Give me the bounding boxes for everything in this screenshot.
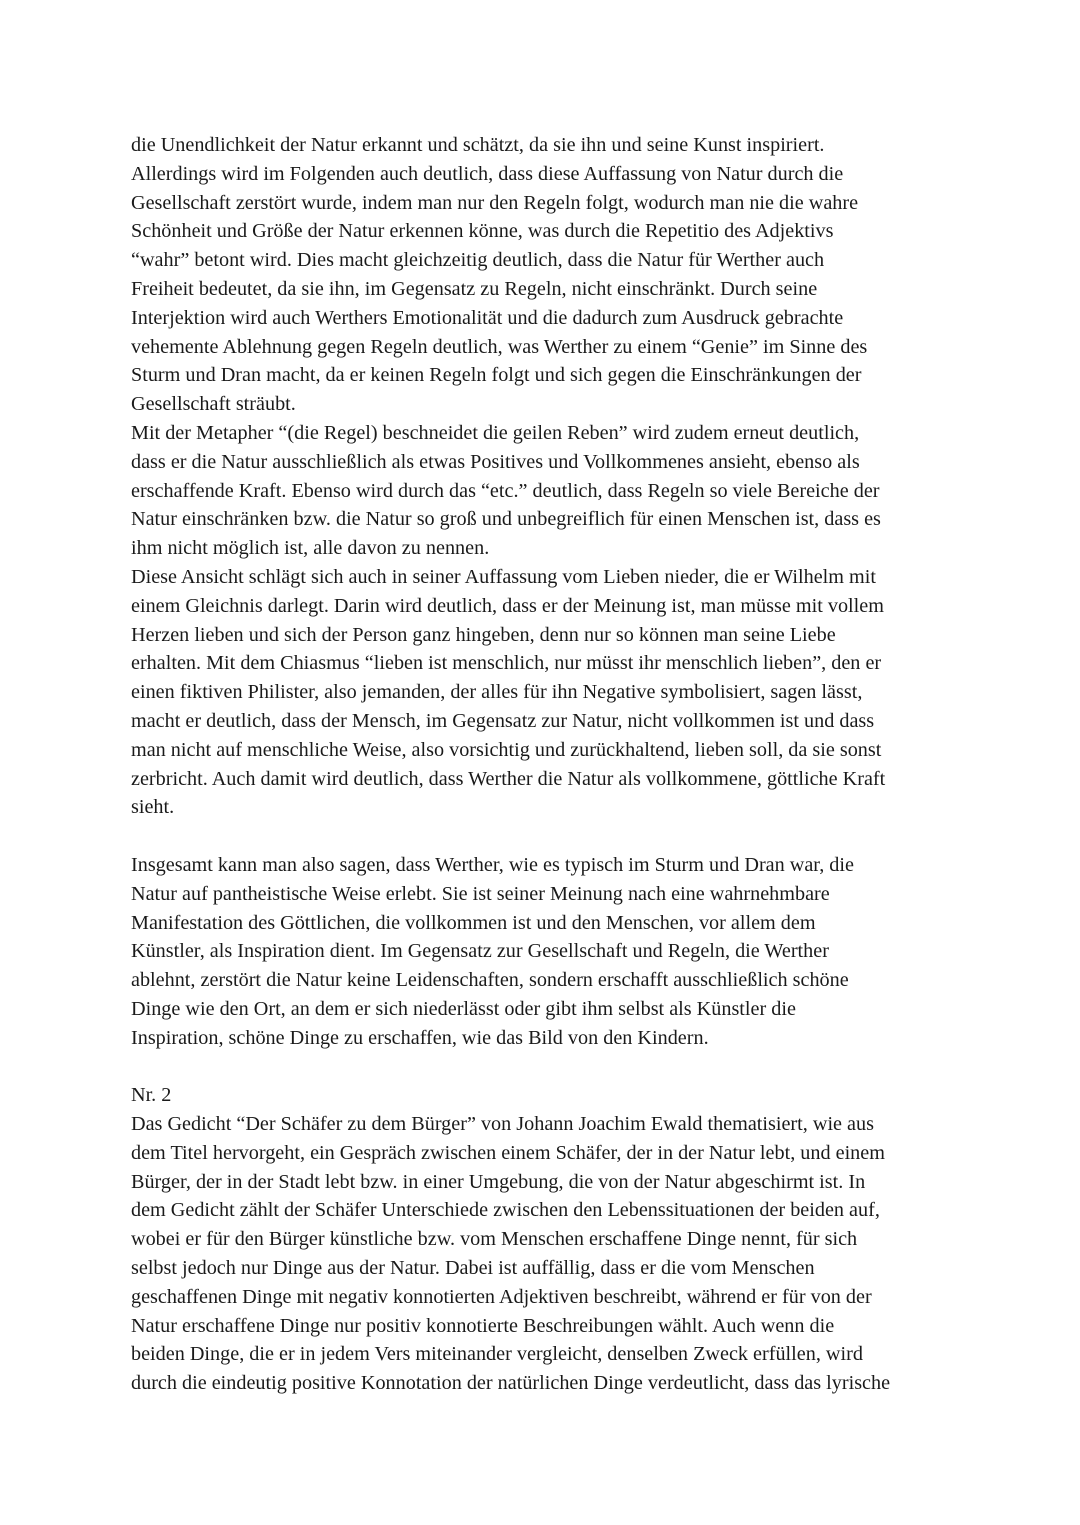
- paragraph-analysis: [131, 131, 961, 822]
- text-line: selbst jedoch nur Dinge aus der Natur. Dabei ist auffällig, dass er die vom Menschen: [131, 1257, 815, 1280]
- text-line: Schönheit und Größe der Natur erkennen könne, was durch die Repetitio des Adjektivs: [131, 220, 834, 243]
- text-line: dem Titel hervorgeht, ein Gespräch zwischen einem Schäfer, der in der Natur lebt, und einem: [131, 1141, 885, 1164]
- text-column: [131, 131, 961, 1398]
- text-line: dem Gedicht zählt der Schäfer Unterschiede zwischen den Lebenssituationen der beiden auf,: [131, 1199, 880, 1222]
- paragraph-conclusion: [131, 851, 961, 1053]
- text-line: einen fiktiven Philister, also jemanden, der alles für ihn Negative symbolisiert, sagen lässt,: [131, 681, 863, 704]
- text-line: Natur einschränken bzw. die Natur so groß und unbegreiflich für einen Menschen ist, dass es: [131, 508, 881, 531]
- text-line: Freiheit bedeutet, da sie ihn, im Gegensatz zu Regeln, nicht einschränkt. Durch seine: [131, 277, 818, 300]
- text-line: erschaffende Kraft. Ebenso wird durch das “etc.” deutlich, dass Regeln so viele Bereiche der: [131, 479, 880, 502]
- text-line: Natur erschaffene Dinge nur positiv konnotierte Beschreibungen wählt. Auch wenn die: [131, 1314, 835, 1337]
- text-line: ablehnt, zerstört die Natur keine Leidenschaften, sondern erschafft ausschließlich schöne: [131, 969, 849, 992]
- text-line: Künstler, als Inspiration dient. Im Gegensatz zur Gesellschaft und Regeln, die Werther: [131, 940, 829, 963]
- text-line: Das Gedicht “Der Schäfer zu dem Bürger” von Johann Joachim Ewald thematisiert, wie aus: [131, 1113, 874, 1136]
- text-line: einem Gleichnis darlegt. Darin wird deutlich, dass er der Meinung ist, man müsse mit vollem: [131, 594, 884, 617]
- text-line: erhalten. Mit dem Chiasmus “lieben ist menschlich, nur müsst ihr menschlich lieben”, den er: [131, 652, 882, 675]
- text-line: Diese Ansicht schlägt sich auch in seiner Auffassung vom Lieben nieder, die er Wilhelm mit: [131, 565, 876, 588]
- text-line: wobei er für den Bürger künstliche bzw. vom Menschen erschaffene Dinge nennt, für sich: [131, 1228, 858, 1251]
- text-line: macht er deutlich, dass der Mensch, im Gegensatz zur Natur, nicht vollkommen ist und dass: [131, 709, 875, 732]
- text-line: Mit der Metapher “(die Regel) beschneidet die geilen Reben” wird zudem erneut deutlich,: [131, 421, 860, 444]
- text-line: geschaffenen Dinge mit negativ konnotierten Adjektiven beschreibt, während er für von der: [131, 1285, 872, 1308]
- paragraph-spacer: [131, 1053, 961, 1082]
- text-line: zerbricht. Auch damit wird deutlich, dass Werther die Natur als vollkommene, göttliche Kraft: [131, 767, 886, 790]
- text-line: Natur auf pantheistische Weise erlebt. Sie ist seiner Meinung nach eine wahrnehmbare: [131, 882, 830, 905]
- text-line: “wahr” betont wird. Dies macht gleichzeitig deutlich, dass die Natur für Werther auch: [131, 249, 825, 272]
- text-line: Gesellschaft zerstört wurde, indem man nur den Regeln folgt, wodurch man nie die wahre: [131, 191, 859, 214]
- text-line: die Unendlichkeit der Natur erkannt und schätzt, da sie ihn und seine Kunst inspiriert.: [131, 134, 825, 156]
- text-line: Sturm und Dran macht, da er keinen Regeln folgt und sich gegen die Einschränkungen der: [131, 364, 862, 387]
- text-line: sieht.: [131, 796, 175, 819]
- text-line: Insgesamt kann man also sagen, dass Werther, wie es typisch im Sturm und Dran war, die: [131, 853, 854, 876]
- text-line: Inspiration, schöne Dinge zu erschaffen, wie das Bild von den Kindern.: [131, 1026, 709, 1049]
- text-line: Herzen lieben und sich der Person ganz hingeben, denn nur so können man seine Liebe: [131, 623, 836, 646]
- text-line: ihm nicht möglich ist, alle davon zu nennen.: [131, 537, 490, 560]
- text-line: dass er die Natur ausschließlich als etwas Positives und Vollkommenes ansieht, ebenso als: [131, 450, 860, 473]
- paragraph-spacer: [131, 822, 961, 851]
- text-line: man nicht auf menschliche Weise, also vorsichtig und zurückhaltend, lieben soll, da sie sonst: [131, 738, 882, 761]
- text-line: durch die eindeutig positive Konnotation der natürlichen Dinge verdeutlicht, dass das lyrische: [131, 1372, 891, 1395]
- text-line: Bürger, der in der Stadt lebt bzw. in einer Umgebung, die von der Natur abgeschirmt ist. In: [131, 1170, 866, 1193]
- text-line: Allerdings wird im Folgenden auch deutlich, dass diese Auffassung von Natur durch die: [131, 162, 844, 185]
- text-line: Nr. 2: [131, 1084, 172, 1107]
- text-line: Gesellschaft sträubt.: [131, 393, 296, 416]
- text-line: Interjektion wird auch Werthers Emotionalität und die dadurch zum Ausdruck gebrachte: [131, 306, 844, 329]
- text-line: Dinge wie den Ort, an dem er sich niederlässt oder gibt ihm selbst als Künstler die: [131, 997, 796, 1020]
- text-line: Manifestation des Göttlichen, die vollkommen ist und den Menschen, vor allem dem: [131, 911, 816, 934]
- text-line: vehemente Ablehnung gegen Regeln deutlich, was Werther zu einem “Genie” im Sinne des: [131, 335, 868, 358]
- section-nr-2: [131, 1081, 961, 1398]
- text-line: beiden Dinge, die er in jedem Vers miteinander vergleicht, denselben Zweck erfüllen, wird: [131, 1343, 863, 1366]
